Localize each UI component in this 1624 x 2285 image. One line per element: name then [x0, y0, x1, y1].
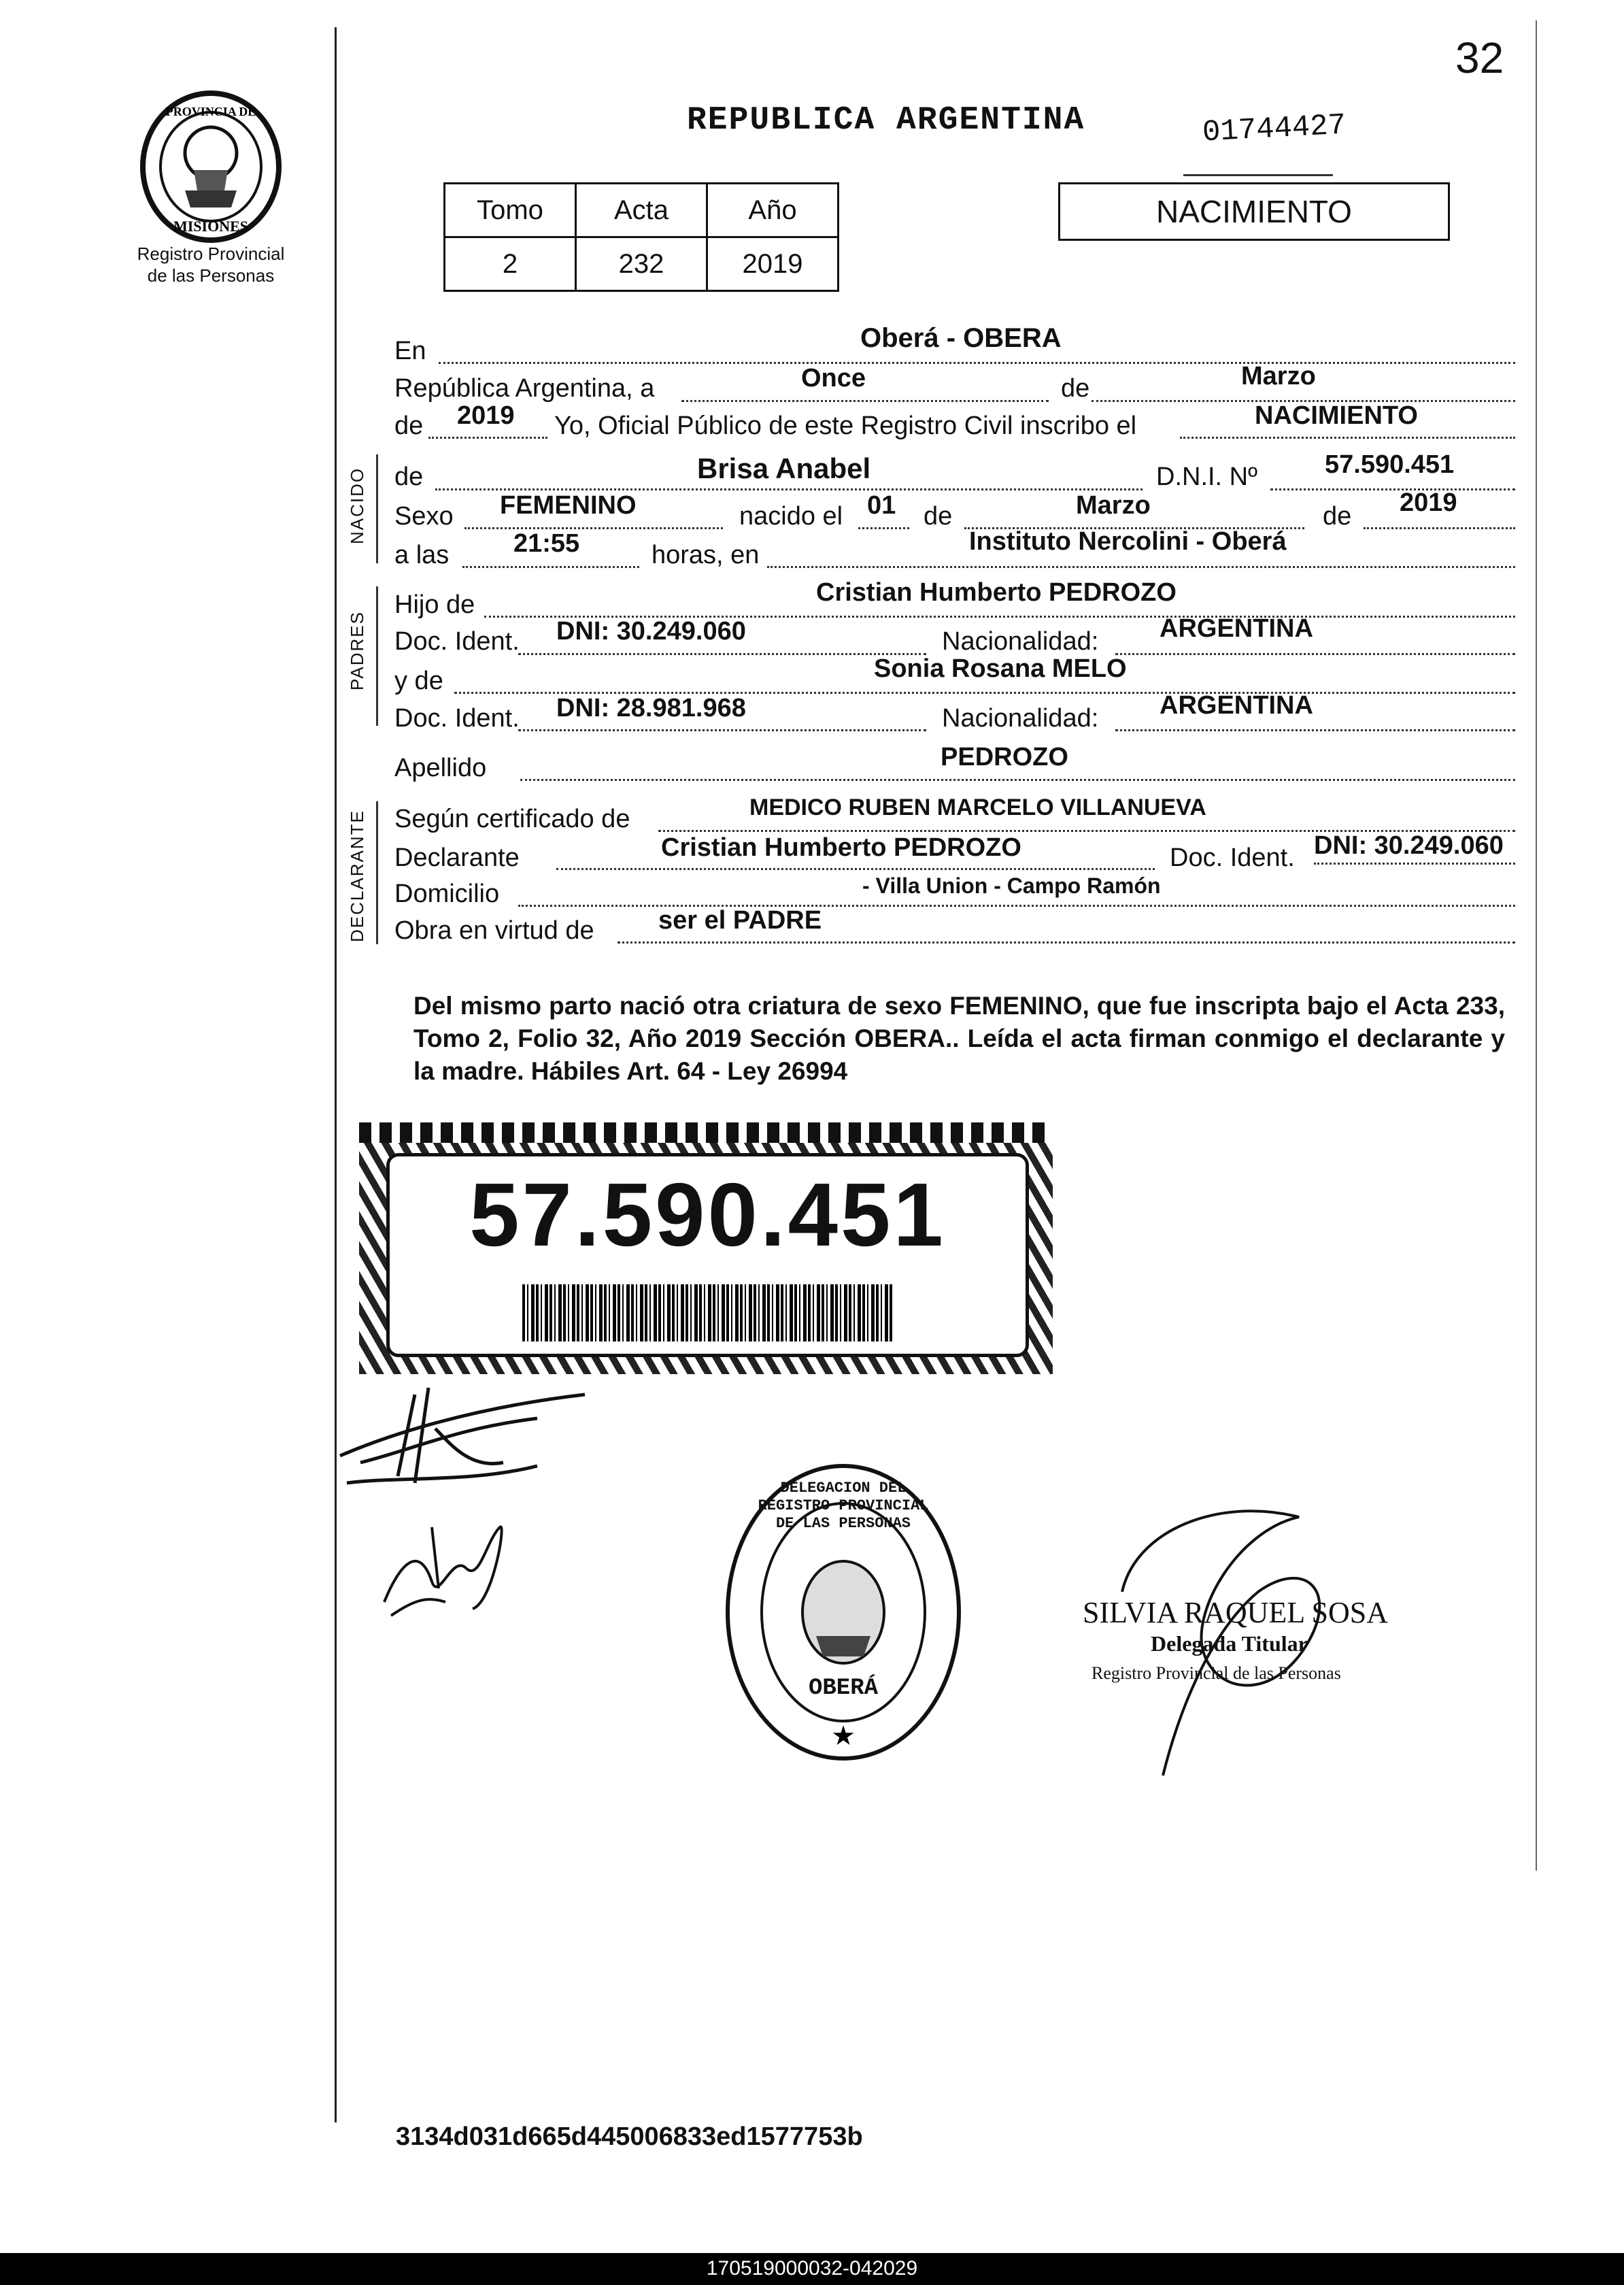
sticker-dni-number: 57.590.451: [469, 1165, 946, 1265]
declarante-doc: DNI: 30.249.060: [1314, 831, 1504, 860]
year-value: 2019: [457, 401, 515, 430]
inscribe-dots: [1180, 437, 1515, 439]
mother-nat: ARGENTINA: [1160, 691, 1313, 720]
day-value: Once: [801, 364, 866, 393]
serial-underline: [1183, 174, 1333, 176]
declarante-label: Declarante: [394, 844, 520, 872]
birth-day: 01: [867, 491, 896, 520]
declarante-section-label: DECLARANTE: [347, 810, 367, 942]
birth-day-dots: [858, 527, 909, 529]
sexo-value: FEMENINO: [500, 491, 637, 520]
domicilio-value: - Villa Union - Campo Ramón: [862, 873, 1161, 898]
sexo-dots: [464, 527, 723, 529]
de-label: de: [1061, 374, 1090, 403]
signature-mother: [371, 1500, 520, 1636]
declarante-doc-dots: [1314, 863, 1515, 865]
right-border-line: [1536, 20, 1537, 1871]
de4-label: de: [924, 502, 953, 531]
father-value: Cristian Humberto PEDROZO: [816, 578, 1177, 607]
birth-month: Marzo: [1076, 491, 1151, 520]
notice-paragraph: Del mismo parto nació otra criatura de sexo FEMENINO, que fue inscripta bajo el Acta 233, Tomo 2, Folio 32, Año 2019 Sección OBERA.. Leída el acta firman conmigo el declarante y la madre. Hábiles Art. 64 - Ley 26994: [413, 992, 1505, 1085]
record-table: [443, 182, 839, 292]
name-value: Brisa Anabel: [697, 452, 871, 484]
doc-ident-label: Doc. Ident.: [394, 627, 520, 656]
place-value: Instituto Nercolini - Oberá: [969, 527, 1287, 556]
acta-value: 232: [576, 237, 707, 291]
segun-label: Según certificado de: [394, 805, 630, 833]
apellido-value: PEDROZO: [941, 743, 1068, 771]
mother-doc-dots: [518, 729, 926, 731]
day-dots: [681, 400, 1049, 402]
acta-header: Acta: [576, 184, 707, 237]
dni-sticker: [359, 1122, 1053, 1374]
inscribe-value: NACIMIENTO: [1255, 401, 1418, 430]
horas-label: horas, en: [652, 541, 760, 569]
anio-value: 2019: [707, 237, 839, 291]
apellido-dots: [520, 779, 1515, 781]
de3-label: de: [394, 463, 424, 491]
declarante-value: Cristian Humberto PEDROZO: [661, 833, 1021, 862]
en-label: En: [394, 337, 426, 365]
oficial-text: Yo, Oficial Público de este Registro Civil inscribo el: [554, 412, 1137, 440]
cert-value: MEDICO RUBEN MARCELO VILLANUEVA: [749, 795, 1206, 820]
doc-ident2-label: Doc. Ident.: [394, 704, 520, 733]
doc-ident3-label: Doc. Ident.: [1170, 844, 1295, 872]
place-dots: [767, 566, 1515, 568]
nacido-el-label: nacido el: [739, 502, 843, 531]
footer-code: 170519000032-042029: [706, 2257, 918, 2280]
domicilio-label: Domicilio: [394, 880, 500, 908]
mother-nat-dots: [1115, 729, 1515, 731]
svg-text:MISIONES: MISIONES: [173, 218, 249, 235]
obra-value: ser el PADRE: [658, 906, 822, 935]
padres-bracket: [376, 586, 378, 726]
time-dots: [462, 566, 639, 568]
birth-year-dots: [1364, 527, 1515, 529]
en-value: Oberá - OBERA: [860, 323, 1062, 353]
seal-city: OBERÁ: [808, 1675, 879, 1701]
time-value: 21:55: [513, 529, 580, 558]
official-title: Delegada Titular: [1151, 1631, 1308, 1656]
province-logo: [136, 88, 286, 245]
dni-dots: [1270, 488, 1515, 490]
father-nat-dots: [1115, 653, 1515, 655]
mother-value: Sonia Rosana MELO: [874, 654, 1127, 683]
obra-label: Obra en virtud de: [394, 916, 594, 945]
de5-label: de: [1323, 502, 1352, 531]
footer-bar: [0, 2253, 1624, 2285]
padres-section-label: PADRES: [347, 611, 367, 690]
apellido-label: Apellido: [394, 754, 487, 782]
tomo-value: 2: [445, 237, 576, 291]
father-nat: ARGENTINA: [1160, 614, 1313, 643]
signature-declarante: [333, 1381, 592, 1497]
name-dots: [435, 488, 1143, 490]
barcode: [522, 1284, 893, 1341]
official-name: SILVIA RAQUEL SOSA: [1083, 1596, 1389, 1629]
dni-value: 57.590.451: [1325, 450, 1455, 479]
declarante-dots: [556, 868, 1155, 870]
country-title: REPUBLICA ARGENTINA: [687, 102, 1085, 139]
obra-dots: [618, 941, 1515, 944]
tomo-header: Tomo: [445, 184, 576, 237]
father-doc-dots: [518, 653, 926, 655]
serial-number: 01744427: [1201, 108, 1347, 150]
a-las-label: a las: [394, 541, 450, 569]
mother-doc: DNI: 28.981.968: [556, 694, 746, 722]
doc-type-box: NACIMIENTO: [1058, 182, 1450, 241]
logo-caption-line1: Registro Provincial: [137, 244, 285, 264]
month-value: Marzo: [1241, 362, 1316, 390]
page-number: 32: [1455, 33, 1504, 82]
sexo-label: Sexo: [394, 502, 454, 531]
hijo-label: Hijo de: [394, 590, 475, 619]
dni-label: D.N.I. Nº: [1156, 463, 1257, 491]
y-de-label: y de: [394, 667, 443, 695]
nacido-section-label: NACIDO: [347, 467, 367, 544]
father-doc: DNI: 30.249.060: [556, 617, 746, 646]
svg-text:★: ★: [831, 1721, 856, 1751]
de2-label: de: [394, 412, 424, 440]
sticker-pattern-top: [359, 1122, 1053, 1143]
en-dots: [439, 362, 1515, 364]
sticker-inner: [386, 1153, 1029, 1357]
left-margin-line: [335, 27, 337, 2122]
nacionalidad2-label: Nacionalidad:: [942, 704, 1099, 733]
republica-label: República Argentina, a: [394, 374, 655, 403]
seal-ring-text: DELEGACION DEL REGISTRO PROVINCIAL DE LAS PERSONAS: [758, 1480, 929, 1532]
year-dots: [428, 437, 547, 439]
birth-year: 2019: [1400, 488, 1457, 517]
nacido-bracket: [376, 454, 378, 563]
nacionalidad-label: Nacionalidad:: [942, 627, 1099, 656]
declarante-bracket: [376, 801, 378, 944]
official-org: Registro Provincial de las Personas: [1092, 1663, 1341, 1683]
hash-code: 3134d031d665d445006833ed1577753b: [396, 2122, 863, 2151]
svg-text:PROVINCIA DE: PROVINCIA DE: [165, 105, 256, 118]
registry-seal: [721, 1459, 966, 1765]
anio-header: Año: [707, 184, 839, 237]
logo-caption-line2: de las Personas: [147, 265, 275, 286]
